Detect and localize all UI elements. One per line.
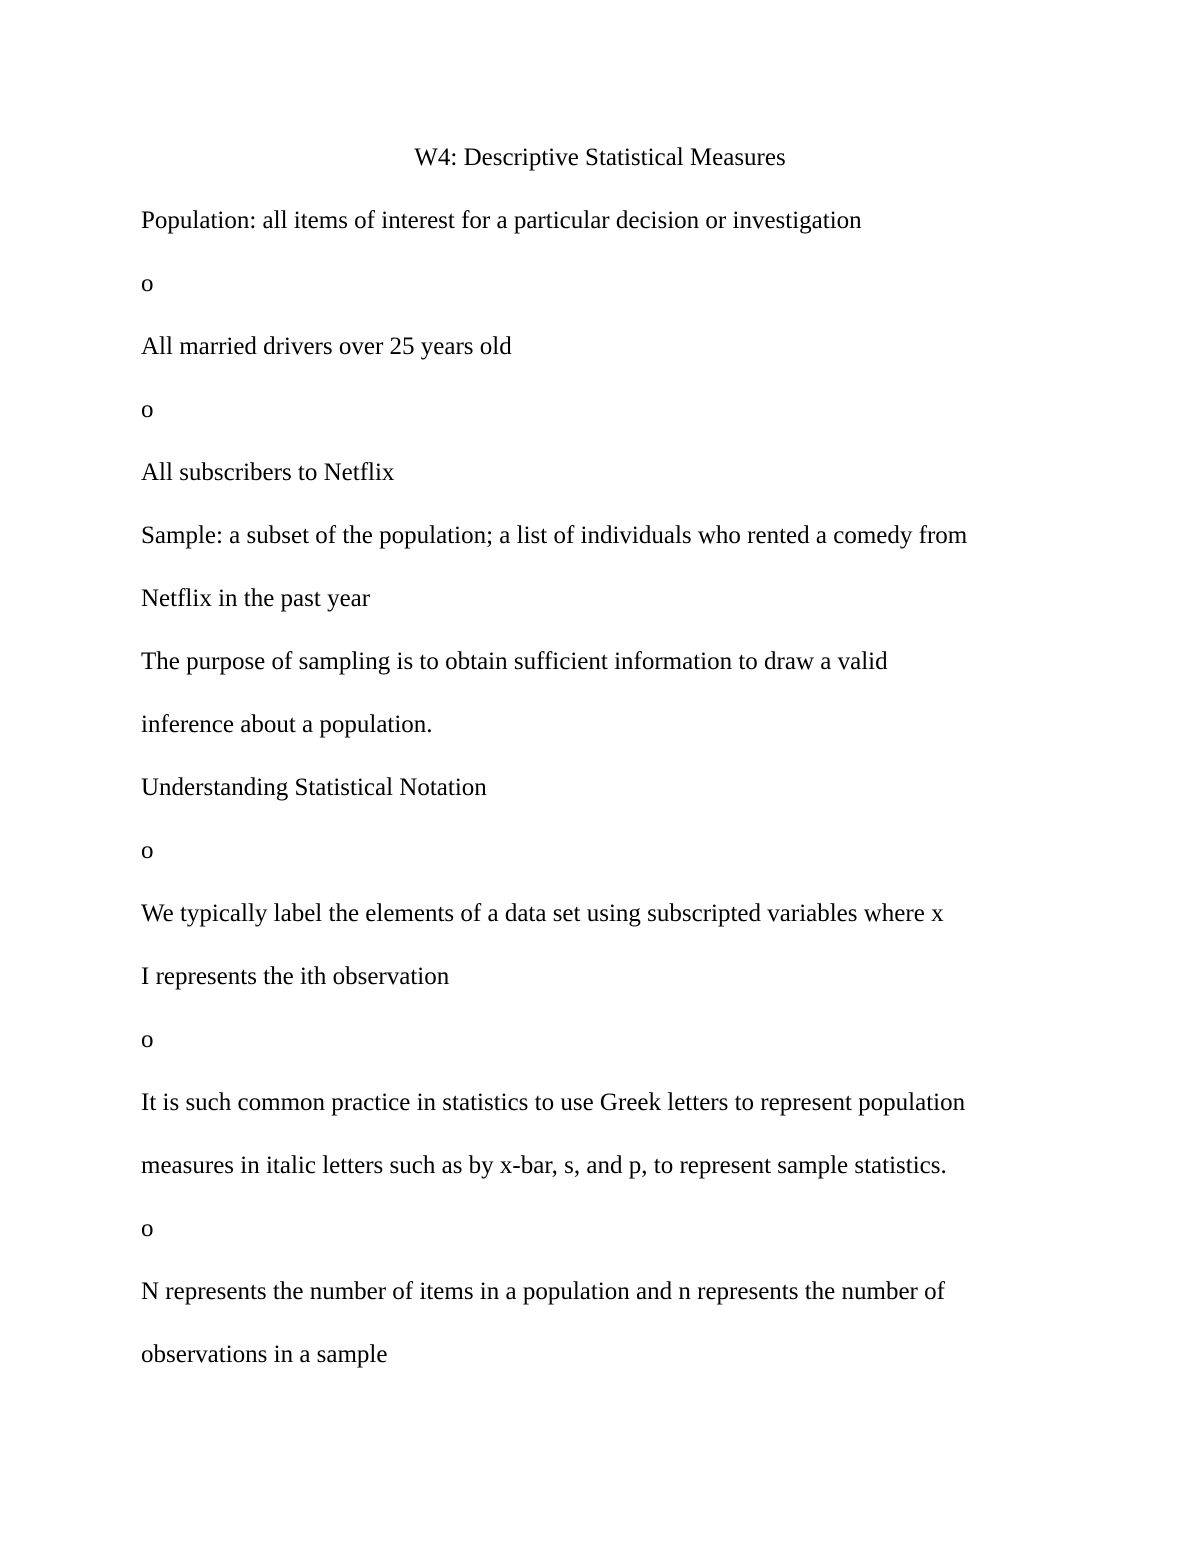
text-line: All married drivers over 25 years old xyxy=(141,333,512,360)
text-line: N represents the number of items in a population and n represents the number of xyxy=(141,1278,945,1305)
bullet-marker: o xyxy=(141,1215,154,1242)
text-line: I represents the ith observation xyxy=(141,963,450,990)
document-body xyxy=(141,189,1061,1386)
bullet-marker: o xyxy=(141,396,154,423)
bullet-marker: o xyxy=(141,837,154,864)
section-heading: Understanding Statistical Notation xyxy=(141,774,487,801)
text-line: Population: all items of interest for a particular decision or investigation xyxy=(141,207,862,234)
text-line: Netflix in the past year xyxy=(141,585,371,612)
bullet-marker: o xyxy=(141,270,154,297)
text-line: observations in a sample xyxy=(141,1341,388,1368)
text-line: inference about a population. xyxy=(141,711,433,738)
text-line: Sample: a subset of the population; a list of individuals who rented a comedy from xyxy=(141,522,968,549)
text-line: We typically label the elements of a data set using subscripted variables where x xyxy=(141,900,944,927)
text-line: measures in italic letters such as by x-bar, s, and p, to represent sample statistics. xyxy=(141,1152,947,1179)
text-line: The purpose of sampling is to obtain sufficient information to draw a valid xyxy=(141,648,888,675)
bullet-marker: o xyxy=(141,1026,154,1053)
text-line: All subscribers to Netflix xyxy=(141,459,395,486)
document-title: W4: Descriptive Statistical Measures xyxy=(414,144,786,171)
text-line: It is such common practice in statistics to use Greek letters to represent population xyxy=(141,1089,966,1116)
